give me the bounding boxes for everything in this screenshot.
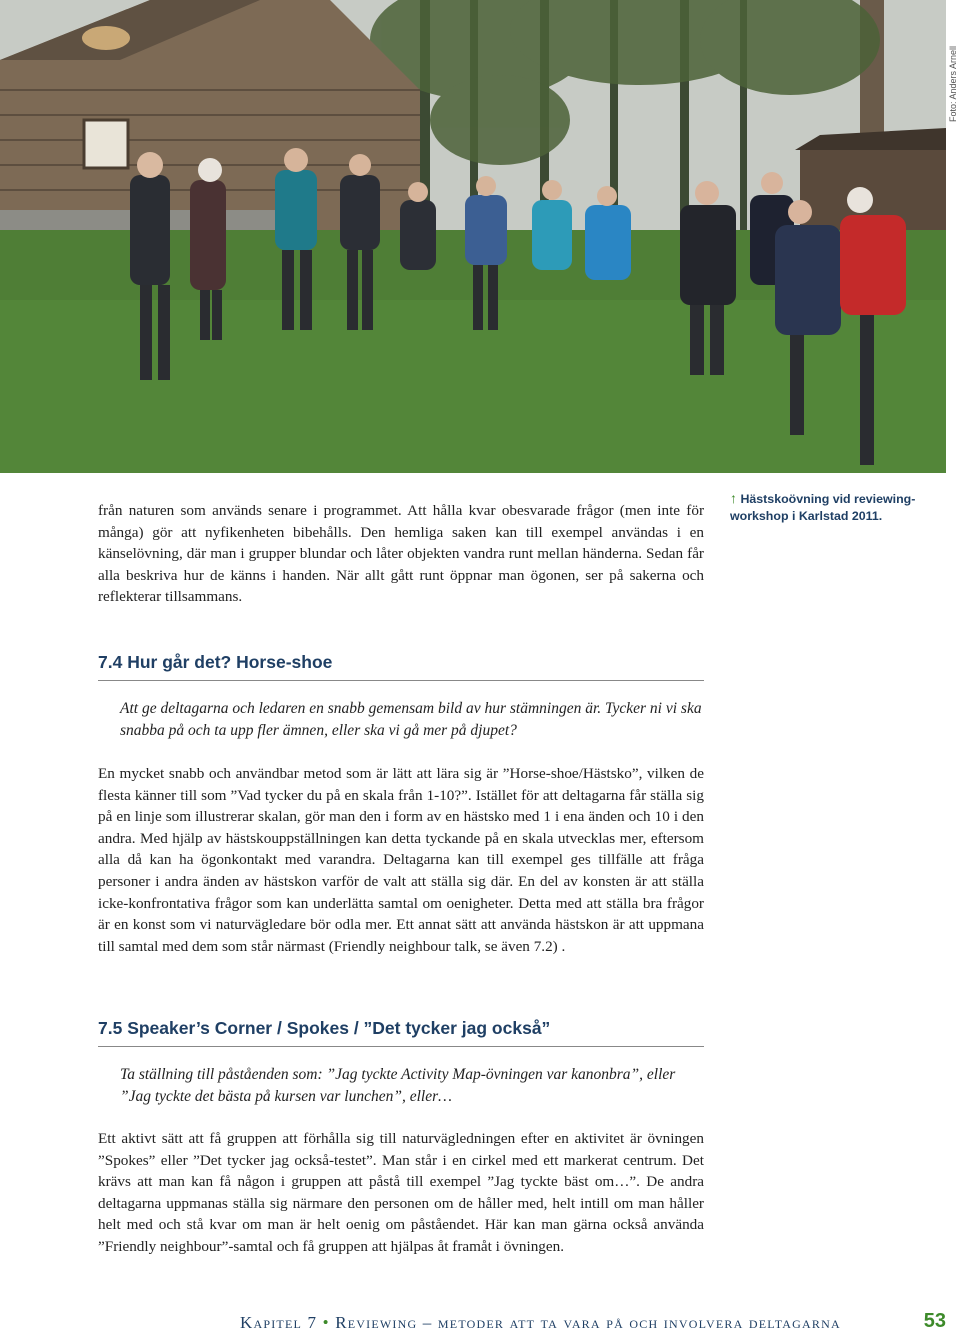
workshop-photo (0, 0, 946, 473)
section-7-4-body: En mycket snabb och användbar metod som är lätt att lära sig är ”Horse-shoe/Hästsko”, vilken de flesta känner till som ”Vad tycker du på en skala från 1-10?”. Istället för att deltagarna får ställa sig på en linje som illustrerar skalan, gör man den i form av en hästsko med 1 i ena änden och 10 i den andra. Med hjälp av hästskouppställningen kan detta tyckande på en skala utvecklas mer, eftersom alla då kan ha ögonkontakt med varandra. Deltagarna kan till exempel ges tillfälle att fråga personer i andra änden av hästskon varför de valt att ställa sig där. En del av konsten är att ställa icke-konfrontativa frågor som kan underlätta samtal om oenigheter. Detta med att ställa bra frågor är en konst som vi naturvägledare bör odla mer. Ett annat sätt att använda hästskon är att uppmana till samtal med dem som står närmast (Friendly neighbour talk, se även 7.2) . (98, 765, 704, 955)
section-7-5-heading: 7.5 Speaker’s Corner / Spokes / ”Det tycker jag också” (98, 1018, 704, 1047)
photo-caption (730, 490, 930, 524)
photo-illustration (0, 0, 946, 473)
footer-title: Reviewing – metoder att ta vara på och involvera deltagarna (335, 1313, 841, 1332)
section-7-5-lead: Ta ställning till påståenden som: ”Jag tyckte Activity Map-övningen var kanonbra”, eller ”Jag tyckte det bästa på kursen var lunchen”, eller… (120, 1066, 676, 1105)
arrow-up-icon: ↑ (730, 490, 737, 506)
footer-chapter: Kapitel 7 (240, 1313, 318, 1332)
section-7-4-heading: 7.4 Hur går det? Horse-shoe (98, 652, 704, 681)
photo-credit: Foto: Anders Arnell (948, 45, 958, 122)
page-number: 53 (923, 1310, 946, 1332)
footer-separator: • (322, 1313, 330, 1332)
intro-paragraph: från naturen som används senare i programmet. Att hålla kvar obesvarade frågor (men inte för många) gör att nyfikenheten bibehålls. Den hemliga saken kan till exempel användas i en känselövning, där man i grupper blundar och låter objekten vandra runt mellan händerna. Sedan får alla beskriva hur de känns i handen. När allt gått runt öppnar man ögonen, ser på sakerna och reflekterar tillsammans. (98, 502, 704, 606)
section-7-5-body: Ett aktivt sätt att få gruppen att förhålla sig till naturvägledningen efter en aktivitet är övningen ”Spokes” eller ”Det tycker jag också-testet”. Man står i en cirkel med ett markerat centrum. Det krävs att man kan få någon i gruppen att påstå till exempel ”Jag tyckte bäst om…”. De andra deltagarna uppmanas ställa sig närmare den personen om de håller med, helt intill om man håller helt med och stå kvar om man är helt oenig om påståendet. Här kan man gärna också använda ”Friendly neighbour”-samtal och få gruppen att hjälpas åt framåt i övningen. (98, 1130, 704, 1255)
page-footer (240, 1310, 946, 1339)
section-7-4-lead: Att ge deltagarna och ledaren en snabb gemensam bild av hur stämningen är. Tycker ni vi ska snabba på och ta upp fler ämnen, eller ska vi gå mer på djupet? (120, 700, 702, 739)
photo-caption-text: Hästskoövning vid reviewing-workshop i Karlstad 2011. (730, 492, 916, 523)
